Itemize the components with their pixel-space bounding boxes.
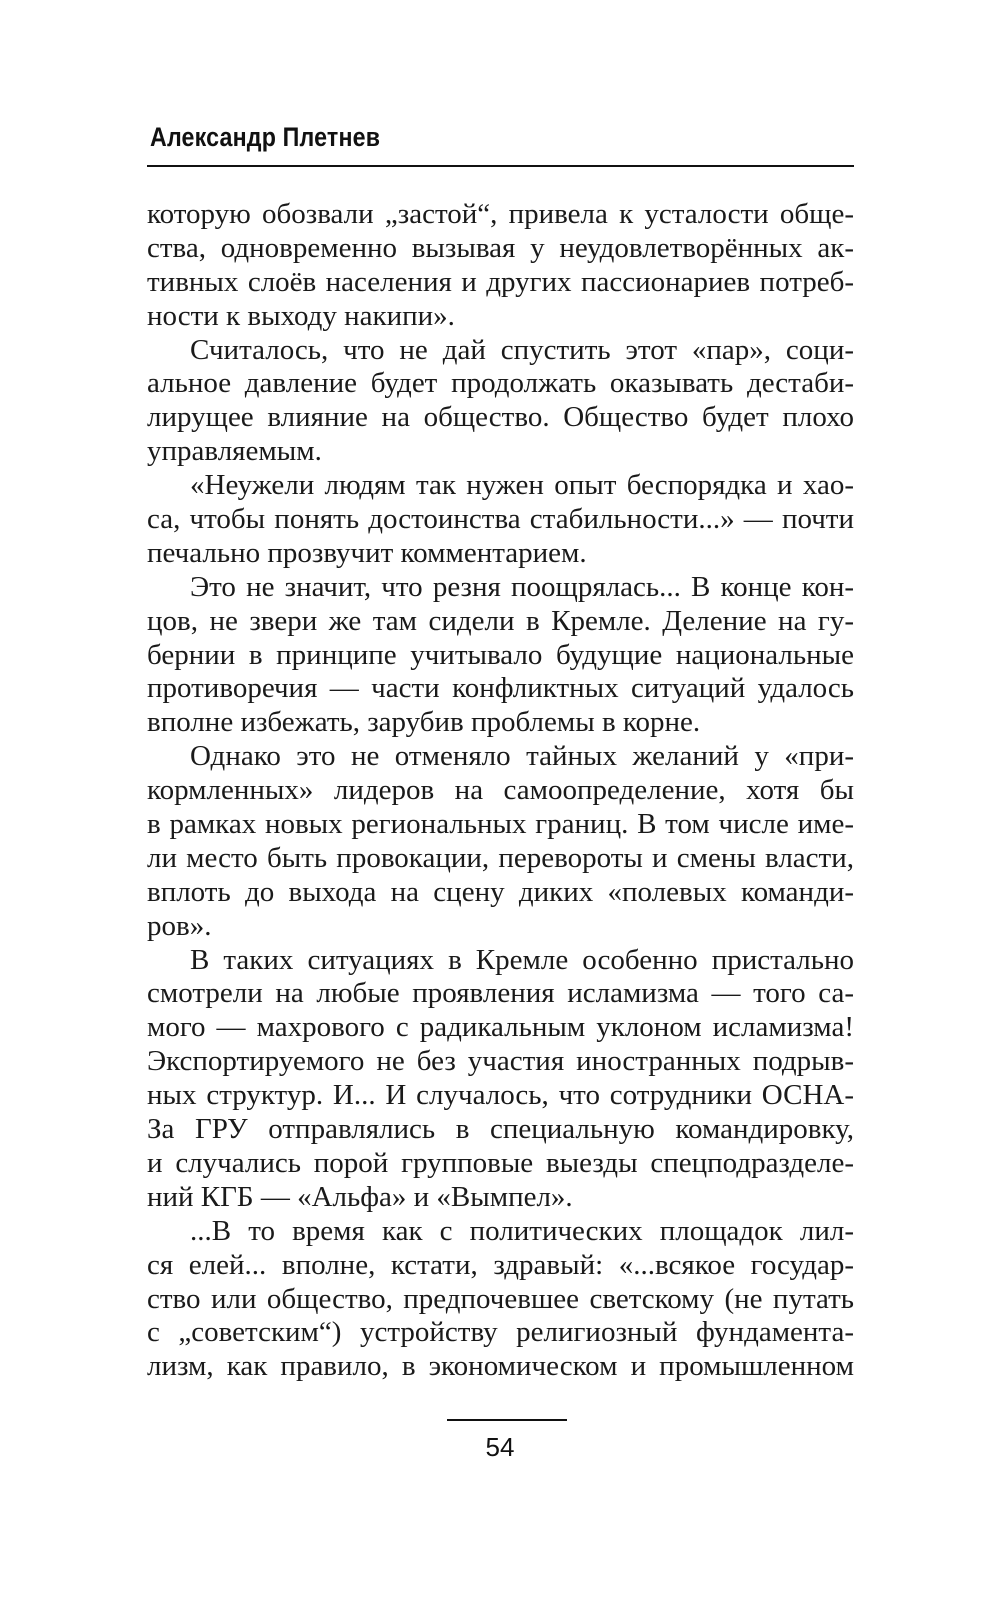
text-line: ся елей... вполне, кстати, здравый: «...всякое государ-	[147, 1248, 854, 1281]
text-line: «Неужели людям так нужен опыт беспорядка и хао-	[190, 469, 854, 502]
text-line: ний КГБ — «Альфа» и «Вымпел».	[147, 1180, 573, 1213]
text-line: ности к выходу накипи».	[147, 299, 455, 332]
paragraph	[147, 571, 854, 740]
text-line: ство или общество, предпочевшее светскому (не путать	[147, 1282, 854, 1315]
text-line: За ГРУ отправлялись в специальную командировку,	[147, 1113, 854, 1146]
text-line: которую обозвали „застой“, привела к усталости обще-	[147, 198, 854, 230]
text-line: ства, одновременно вызывая у неудовлетворённых ак-	[147, 231, 854, 264]
text-line: Экспортируемого не без участия иностранных подрыв-	[147, 1045, 854, 1078]
paragraph	[147, 334, 854, 470]
paragraph	[147, 198, 854, 334]
text-line: ли место быть провокации, перевороты и смены власти,	[147, 841, 854, 874]
paragraph	[147, 740, 854, 943]
header-rule	[147, 165, 854, 167]
running-head-author: Александр Плетнев	[150, 122, 381, 152]
text-line: Это не значит, что резня поощрялась... В конце кон-	[190, 570, 854, 603]
paragraph	[147, 469, 854, 571]
text-line: бернии в принципе учитывало будущие национальные	[147, 638, 854, 671]
text-line: вплоть до выхода на сцену диких «полевых команди-	[147, 875, 854, 908]
text-line: с „советским“) устройству религиозный фундамента-	[147, 1316, 854, 1349]
text-line: управляемым.	[147, 435, 322, 468]
text-line: тивных слоёв населения и других пассионариев потреб-	[147, 265, 854, 298]
body-text	[147, 198, 854, 1384]
text-line: ...В то время как с политических площадок лил-	[190, 1214, 854, 1247]
text-line: альное давление будет продолжать оказывать дестаби-	[147, 367, 854, 400]
paragraph	[147, 1215, 854, 1384]
page-number: 54	[485, 1432, 515, 1462]
text-line: в рамках новых региональных границ. В том числе име-	[147, 808, 854, 841]
text-line: В таких ситуациях в Кремле особенно пристально	[190, 943, 854, 976]
text-line: лизм, как правило, в экономическом и промышленном	[147, 1350, 854, 1383]
text-line: вполне избежать, зарубив проблемы в корне.	[147, 706, 701, 739]
text-line: и случались порой групповые выезды спецподразделе-	[147, 1146, 854, 1179]
text-line: смотрели на любые проявления исламизма — того са-	[147, 977, 854, 1010]
text-line: ных структур. И... И случалось, что сотрудники ОСНА-	[147, 1079, 854, 1112]
text-line: кормленных» лидеров на самоопределение, хотя бы	[147, 774, 854, 807]
text-line: цов, не звери же там сидели в Кремле. Деление на гу-	[147, 604, 854, 637]
text-line: Однако это не отменяло тайных желаний у «при-	[190, 740, 854, 773]
text-line: ров».	[147, 909, 212, 942]
text-line: мого — махрового с радикальным уклоном исламизма!	[147, 1011, 854, 1044]
paragraph	[147, 944, 854, 1215]
text-line: лирущее влияние на общество. Общество будет плохо	[147, 401, 854, 434]
footer-rule	[447, 1419, 567, 1421]
text-line: печально прозвучит комментарием.	[147, 536, 587, 569]
text-line: Считалось, что не дай спустить этот «пар», соци-	[190, 333, 854, 366]
text-line: са, чтобы понять достоинства стабильности...» — почти	[147, 503, 854, 536]
text-line: противоречия — части конфликтных ситуаций удалось	[147, 672, 854, 705]
